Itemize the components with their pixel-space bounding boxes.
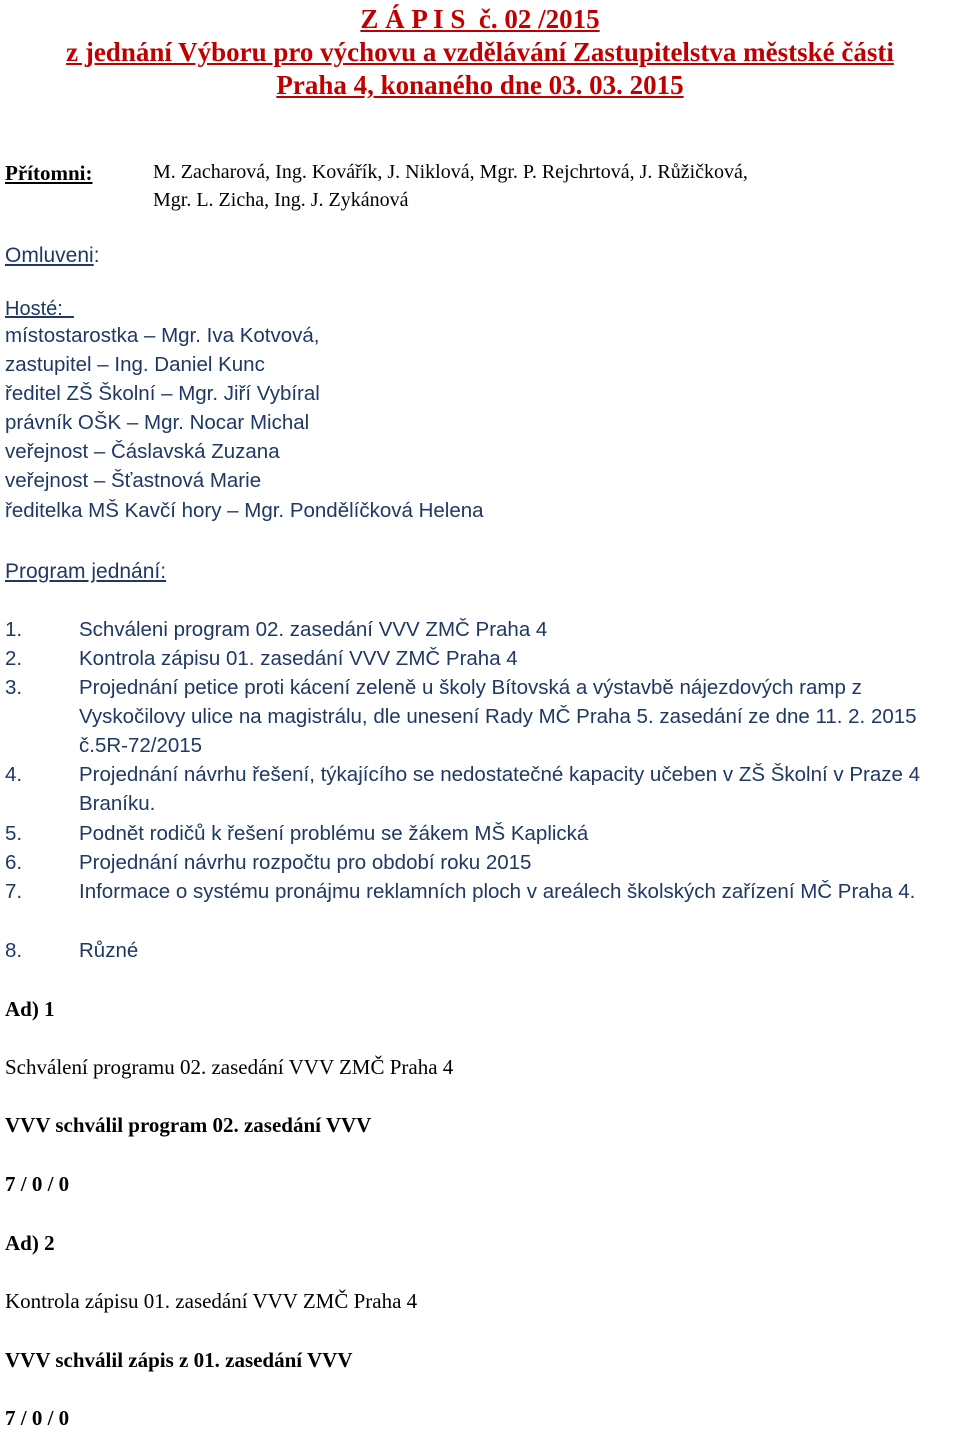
program-item-text: Projednání návrhu řešení, týkajícího se nedostatečné kapacity učeben v ZŠ Školní v Praze 4 Braníku.	[79, 763, 920, 815]
section-heading: Ad) 1	[5, 997, 55, 1021]
section-vote: 7 / 0 / 0	[5, 1172, 70, 1196]
program-item-text: Různé	[79, 939, 139, 962]
document-meeting-date: Praha 4, konaného dne 03. 03. 2015	[276, 70, 684, 100]
present-label: Přítomni:	[5, 161, 93, 185]
section-resolution: VVV schválil program 02. zasedání VVV	[5, 1113, 372, 1137]
section-topic: Kontrola zápisu 01. zasedání VVV ZMČ Praha 4	[5, 1289, 418, 1313]
program-item-text: Informace o systému pronájmu reklamních ploch v areálech školských zařízení MČ Praha 4.	[79, 880, 916, 903]
program-item	[5, 615, 955, 644]
guest-item: místostarostka – Mgr. Iva Kotvová,	[5, 324, 320, 347]
program-item	[5, 760, 955, 818]
program-item-number: 8.	[5, 939, 23, 962]
excused-label-text: Omluveni	[5, 244, 94, 267]
program-item	[5, 936, 955, 965]
excused-label	[5, 242, 100, 270]
program-item-number: 5.	[5, 822, 23, 845]
program-item-text: Schváleni program 02. zasedání VVV ZMČ Praha 4	[79, 618, 548, 641]
document-subtitle: z jednání Výboru pro výchovu a vzdělávání Zastupitelstva městské části	[66, 37, 894, 67]
program-item-text: Kontrola zápisu 01. zasedání VVV ZMČ Praha 4	[79, 647, 518, 670]
program-item	[5, 877, 955, 906]
program-item-number: 6.	[5, 851, 23, 874]
program-item	[5, 644, 955, 673]
program-item-number: 7.	[5, 880, 23, 903]
program-item	[5, 673, 955, 760]
program-item	[5, 848, 955, 877]
program-item	[5, 819, 955, 848]
document-title: Z Á P I S č. 02 /2015	[360, 4, 600, 34]
program-item-number: 3.	[5, 676, 23, 699]
guest-item: veřejnost – Šťastnová Marie	[5, 469, 262, 492]
program-item-number: 2.	[5, 647, 23, 670]
section-topic: Schválení programu 02. zasedání VVV ZMČ Praha 4	[5, 1055, 454, 1079]
program-label: Program jednání:	[5, 560, 167, 583]
guest-item: zastupitel – Ing. Daniel Kunc	[5, 353, 265, 376]
program-item-text: Projednání návrhu rozpočtu pro období roku 2015	[79, 851, 532, 874]
excused-label-colon: :	[93, 244, 100, 267]
section-resolution: VVV schválil zápis z 01. zasedání VVV	[5, 1348, 353, 1372]
guest-item: ředitel ZŠ Školní – Mgr. Jiří Vybíral	[5, 382, 320, 405]
program-item-number: 4.	[5, 763, 23, 786]
guest-item: ředitelka MŠ Kavčí hory – Mgr. Pondělíčková Helena	[5, 499, 484, 522]
present-names-line2: Mgr. L. Zicha, Ing. J. Zykánová	[153, 189, 409, 211]
section-heading: Ad) 2	[5, 1231, 55, 1255]
program-item-text: Podnět rodičů k řešení problému se žákem MŠ Kaplická	[79, 822, 589, 845]
present-names-line1: M. Zacharová, Ing. Kovářík, J. Niklová, Mgr. P. Rejchrtová, J. Růžičková,	[153, 161, 748, 183]
program-item-number: 1.	[5, 618, 23, 641]
guest-item: veřejnost – Čáslavská Zuzana	[5, 440, 280, 463]
guests-label: Hosté:	[5, 298, 74, 320]
guest-item: právník OŠK – Mgr. Nocar Michal	[5, 411, 310, 434]
section-vote: 7 / 0 / 0	[5, 1406, 70, 1430]
program-item-text: Projednání petice proti kácení zeleně u školy Bítovská a výstavbě nájezdových ramp z Vyskočilovy ulice na magistrálu, dle unesení Rady MČ Praha 5. zasedání ze dne 11. 2. 2015 č.5R-72/2015	[79, 676, 917, 757]
